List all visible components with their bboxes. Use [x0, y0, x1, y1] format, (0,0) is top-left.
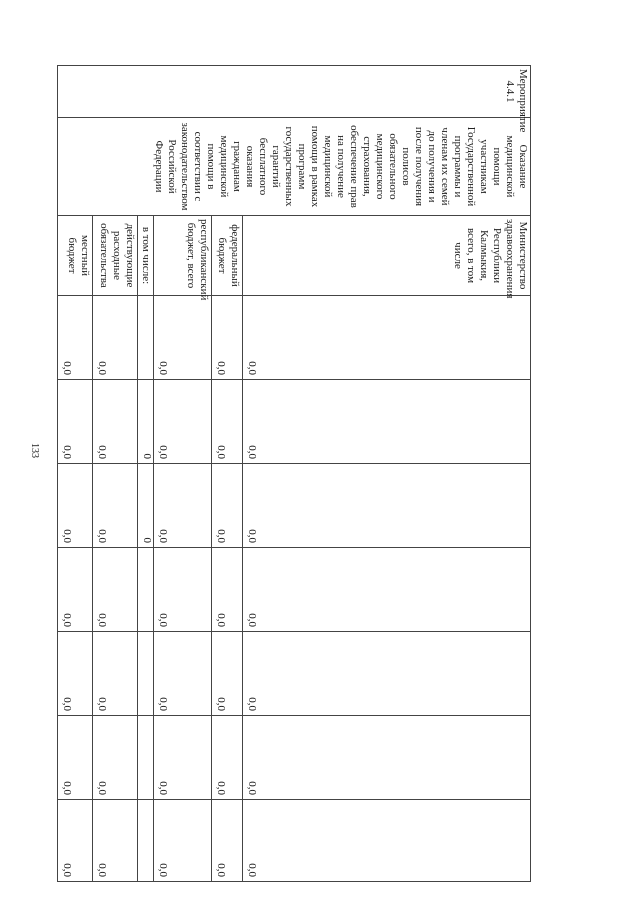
value-cell: 0,0 — [58, 296, 93, 380]
value-cell: 0,0 — [212, 296, 243, 380]
value-cell: 0,0 — [58, 632, 93, 716]
value-cell: 0,0 — [243, 548, 531, 632]
value-cell — [138, 716, 154, 800]
value-cell: 0,0 — [243, 800, 531, 882]
budget-table — [57, 65, 531, 882]
value-cell — [138, 296, 154, 380]
value-cell: 0 — [138, 464, 154, 548]
value-cell: 0,0 — [58, 380, 93, 464]
value-cell: 0,0 — [93, 548, 138, 632]
row-label: действующие расходные обязательства — [93, 216, 138, 296]
row-label: в том числе: — [138, 216, 154, 296]
value-cell: 0,0 — [154, 800, 212, 882]
value-cell: 0,0 — [154, 632, 212, 716]
value-cell: 0,0 — [154, 716, 212, 800]
value-cell: 0,0 — [93, 464, 138, 548]
page-number: 133 — [29, 443, 40, 458]
value-cell: 0,0 — [58, 716, 93, 800]
value-cell: 0,0 — [243, 296, 531, 380]
value-cell: 0,0 — [154, 296, 212, 380]
value-cell: 0,0 — [243, 464, 531, 548]
value-cell: 0,0 — [58, 800, 93, 882]
measure-code-cell: Мероприятие 4.4.1 — [58, 66, 531, 118]
value-cell: 0,0 — [58, 464, 93, 548]
table-row — [243, 66, 531, 882]
value-cell: 0,0 — [154, 464, 212, 548]
value-cell — [138, 548, 154, 632]
value-cell: 0,0 — [93, 380, 138, 464]
value-cell: 0,0 — [243, 632, 531, 716]
value-cell: 0,0 — [58, 548, 93, 632]
value-cell: 0,0 — [93, 632, 138, 716]
row-label: республиканский бюджет, всего — [154, 216, 212, 296]
value-cell: 0,0 — [243, 380, 531, 464]
value-cell: 0,0 — [212, 716, 243, 800]
value-cell — [138, 800, 154, 882]
value-cell: 0 — [138, 380, 154, 464]
value-cell: 0,0 — [93, 296, 138, 380]
value-cell: 0,0 — [212, 464, 243, 548]
rotated-page — [58, 65, 531, 881]
value-cell: 0,0 — [212, 548, 243, 632]
row-label: федеральный бюджет — [212, 216, 243, 296]
table-container — [58, 65, 531, 881]
row-label: местный бюджет — [58, 216, 93, 296]
value-cell: 0,0 — [212, 632, 243, 716]
value-cell: 0,0 — [212, 380, 243, 464]
value-cell: 0,0 — [154, 548, 212, 632]
value-cell: 0,0 — [243, 716, 531, 800]
value-cell: 0,0 — [154, 380, 212, 464]
value-cell: 0,0 — [212, 800, 243, 882]
value-cell: 0,0 — [93, 716, 138, 800]
measure-name-cell: Оказание медицинской помощи участникам Государственной программы и членам их семей до получения и после получения полисов обязательного медицинского страхования, обеспечение прав на получение медицинской помощи в рамках программ государственных гарантий бесплатного оказания гражданам медицинской помощи в соответствии с законодательством Российской Федерации — [58, 118, 531, 216]
value-cell — [138, 632, 154, 716]
value-cell: 0,0 — [93, 800, 138, 882]
executor-cell: Министерство здравоохранения Республики Калмыкия, всего, в том числе — [243, 216, 531, 296]
